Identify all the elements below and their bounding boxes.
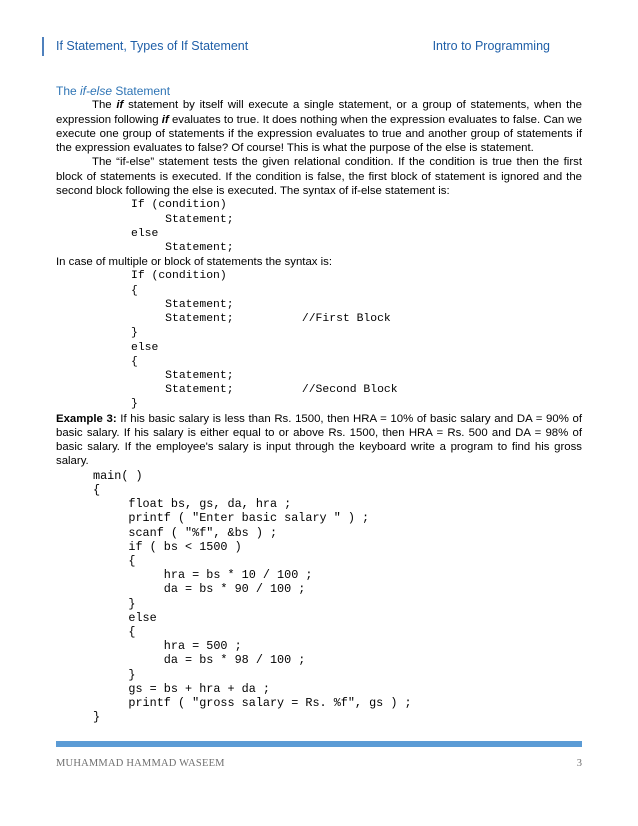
footer-rule: [56, 741, 582, 747]
example-text: If his basic salary is less than Rs. 1500, then HRA = 10% of basic salary and DA = 90% of basic salary. If his salary is either equal to or above Rs. 1500, then HRA = Rs. 500 and DA = 98% of basic salary. If the employee's salary is input through the keyboard write a program to find his gross salary.: [56, 412, 582, 468]
code-line: }: [131, 398, 138, 411]
code-line: da = bs * 98 / 100 ;: [93, 653, 306, 668]
code-line: }: [93, 596, 136, 611]
paragraph-intro: The if statement by itself will execute a single statement, or a group of statements, when the expression following if evaluates to true. It does nothing when the expression evaluates to false. Can we execute one group of statements if the expression evaluates to true and another group of statements if the expression evaluates to false? Of course! This is what the purpose of the else is statement.: [56, 99, 582, 155]
code-line: If (condition): [131, 270, 227, 283]
code-line: {: [131, 284, 138, 297]
code-line: Statement;: [131, 369, 234, 382]
code-line: {: [93, 624, 136, 639]
footer-page-number: 3: [576, 758, 582, 769]
header-course-title: Intro to Programming: [432, 39, 550, 53]
code-line: }: [93, 667, 136, 682]
code-line: printf ( "Enter basic salary " ) ;: [93, 511, 370, 526]
paragraph-if-else: The “if-else” statement tests the given relational condition. If the condition is true then the first block of statements is executed. If the condition is false, the first block of statement is ignored and the second block following the else is executed. The syntax of if-else statement is:: [56, 156, 582, 198]
code-line: {: [93, 482, 101, 497]
example-paragraph: [56, 412, 582, 469]
code-line: if ( bs < 1500 ): [93, 539, 242, 554]
section-heading: [56, 84, 582, 98]
code-line: main( ): [93, 468, 143, 483]
paragraph-block-syntax: In case of multiple or block of statements the syntax is:: [56, 256, 333, 269]
code-line: else: [131, 227, 159, 240]
heading-suffix: Statement: [112, 84, 171, 98]
code-line: {: [131, 355, 138, 368]
code-line: da = bs * 90 / 100 ;: [93, 582, 306, 597]
header-chapter-title: If Statement, Types of If Statement: [56, 39, 249, 53]
code-line: }: [93, 710, 101, 725]
syntax-block-statements: [56, 269, 582, 411]
footer-author: MUHAMMAD HAMMAD WASEEM: [56, 758, 225, 769]
code-line: printf ( "gross salary = Rs. %f", gs ) ;: [93, 695, 412, 710]
page-content: [56, 84, 582, 724]
code-line: Statement;: [131, 298, 234, 311]
code-line: float bs, gs, da, hra ;: [93, 497, 292, 512]
example-label: Example 3:: [56, 412, 117, 425]
code-line: hra = bs * 10 / 100 ;: [93, 568, 313, 583]
syntax-single-statement: [56, 198, 582, 255]
code-line: else: [131, 341, 159, 354]
header-accent-bar: [42, 37, 44, 56]
code-line: hra = 500 ;: [93, 639, 242, 654]
code-line: Statement;: [131, 213, 234, 226]
heading-prefix: The: [56, 84, 81, 98]
code-line: Statement; //First Block: [131, 313, 391, 326]
heading-keyword: if-else: [80, 84, 113, 98]
code-line: Statement; //Second Block: [131, 384, 398, 397]
code-line: gs = bs + hra + da ;: [93, 681, 270, 696]
code-line: If (condition): [131, 199, 227, 212]
code-line: {: [93, 553, 136, 568]
code-line: Statement;: [131, 241, 234, 254]
program-code: [56, 469, 582, 725]
code-line: scanf ( "%f", &bs ) ;: [93, 525, 278, 540]
code-line: }: [131, 327, 138, 340]
code-line: else: [93, 610, 157, 625]
